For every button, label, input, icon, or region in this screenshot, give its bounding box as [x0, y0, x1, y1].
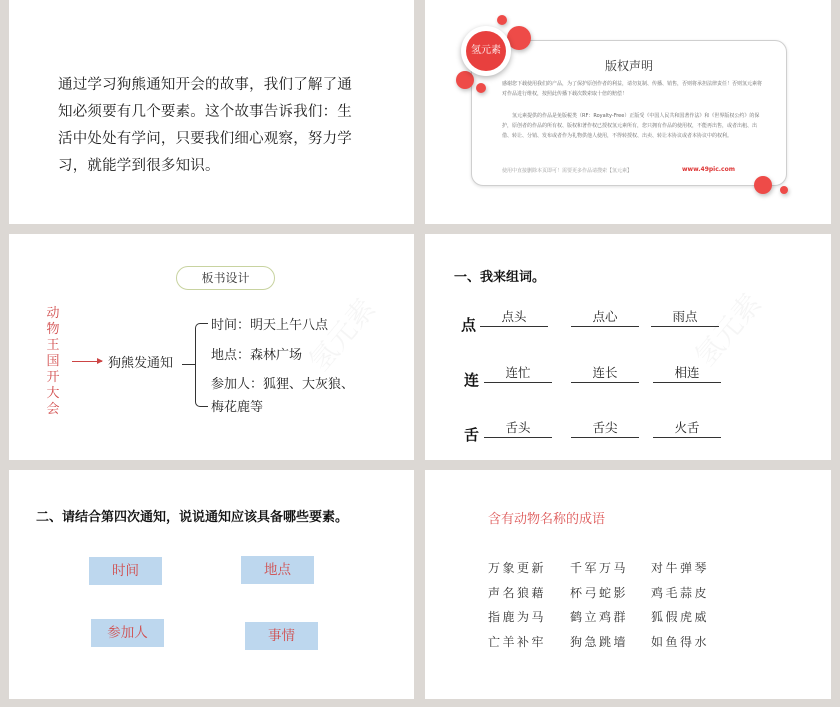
slide-copyright[interactable] — [425, 0, 831, 224]
copyright-card — [471, 40, 787, 186]
decor-dot-icon — [476, 83, 486, 93]
idiom: 如鱼得水 — [651, 634, 710, 649]
idiom: 亡羊补牢 — [488, 634, 547, 649]
brace-stub — [182, 364, 195, 365]
word-blank[interactable]: 相连 — [653, 364, 721, 383]
idiom: 鹤立鸡群 — [570, 610, 629, 624]
word-blank[interactable]: 连忙 — [484, 364, 552, 383]
copyright-url[interactable]: www.49pic.com — [682, 166, 735, 173]
word-blank[interactable]: 舌头 — [484, 419, 552, 438]
copyright-paragraph-1: 感谢您下载使用我们的产品，为了保护原创作者的利益，请勿复制、传播、销售，否则将承担法律责任！否则氢元素将对作品进行维权，按照此传播下载次数索取十倍的赔偿！ — [502, 81, 763, 97]
slide-notice-elements[interactable] — [9, 470, 414, 699]
word-blank[interactable]: 连长 — [571, 364, 639, 383]
vertical-lesson-title: 动物王国开大会 — [46, 306, 60, 417]
decor-dot-icon — [780, 186, 788, 194]
watermark — [299, 289, 384, 379]
idioms-title: 含有动物名称的成语 — [488, 512, 606, 527]
slide-summary[interactable] — [9, 0, 414, 224]
decor-dot-icon — [456, 71, 474, 89]
summary-paragraph: 通过学习狗熊通知开会的故事，我们了解了通知必须要有几个要素。这个故事告诉我们：生活中处处有学问，只要我们细心观察，努力学习，就能学到很多知识。 — [58, 77, 352, 174]
idiom: 万象更新 — [488, 561, 547, 575]
slide-word-building[interactable] — [425, 234, 831, 460]
brand-logo — [461, 26, 511, 76]
idiom: 对牛弹琴 — [651, 561, 710, 575]
element-box-place[interactable]: 地点 — [241, 556, 314, 584]
arrow-right-icon — [72, 361, 102, 362]
copyright-title: 版权声明 — [604, 59, 653, 73]
idiom: 杯弓蛇影 — [570, 585, 629, 600]
word-blank[interactable]: 舌尖 — [571, 419, 639, 438]
decor-dot-icon — [754, 176, 772, 194]
watermark — [685, 284, 770, 374]
brand-logo-text: 氢元素 — [466, 31, 506, 71]
copyright-footer: 使用中直接删除本页即可！需要更多作品请搜索【氢元素】 — [502, 168, 633, 174]
branch-place: 地点：森林广场 — [211, 348, 303, 363]
idiom: 狐假虎威 — [651, 610, 710, 624]
idiom-column-2 — [570, 556, 628, 654]
slide-board-design[interactable] — [9, 234, 414, 460]
idiom-column-3 — [651, 556, 709, 654]
element-box-time[interactable]: 时间 — [89, 557, 162, 585]
idiom: 鸡毛蒜皮 — [651, 585, 710, 600]
word-blank[interactable]: 火舌 — [653, 419, 721, 438]
slide-animal-idioms[interactable] — [425, 470, 831, 699]
idiom: 狗急跳墙 — [570, 634, 629, 649]
row-char: 点 — [461, 316, 477, 334]
decor-dot-icon — [497, 15, 507, 25]
word-blank[interactable]: 点头 — [480, 308, 548, 327]
element-box-event[interactable]: 事情 — [245, 622, 318, 650]
element-box-participants[interactable]: 参加人 — [91, 619, 164, 647]
idiom-column-1 — [488, 556, 546, 654]
branch-time: 时间：明天上午八点 — [211, 318, 329, 333]
center-topic: 狗熊发通知 — [108, 356, 174, 371]
copyright-paragraph-2: 氢元素提供的作品是免版税类（RF：Royalty-Free）正版受《中国人民共和国著作法》和《世界版权公约》的保护，原创者的作品的所有权、版权和著作权已授权氢元素所有，您只拥有作品的使用权，不能再出售，或者出租、出借、转让、分销、发布或者作为礼物供他人使用，不得转授权、出卖、转让本协议或者本协议中的权利。 — [502, 113, 760, 139]
row-char: 连 — [464, 371, 480, 389]
word-blank[interactable]: 点心 — [571, 308, 639, 327]
word-blank[interactable]: 雨点 — [651, 308, 719, 327]
section-heading: 二、请结合第四次通知，说说通知应该具备哪些要素。 — [36, 510, 349, 525]
row-char: 舌 — [464, 426, 480, 444]
branch-participants: 参加人：狐狸、大灰狼、 — [211, 377, 355, 392]
board-design-pill: 板书设计 — [176, 266, 275, 290]
idiom: 千军万马 — [570, 561, 629, 575]
section-heading: 一、我来组词。 — [454, 270, 546, 285]
idiom: 指鹿为马 — [488, 610, 547, 624]
branch-participants-cont: 梅花鹿等 — [211, 400, 264, 415]
brace-icon — [195, 323, 208, 407]
idiom: 声名狼藉 — [488, 585, 547, 600]
